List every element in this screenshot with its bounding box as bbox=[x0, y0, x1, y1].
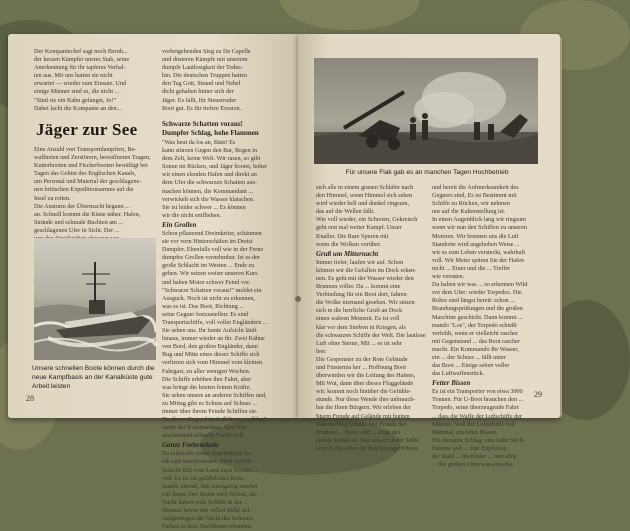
text-line: nur auf die Kaltenstellung ist. bbox=[432, 208, 506, 216]
text-line: Motoren. Wir brennen uns die Luft bbox=[432, 232, 519, 240]
text-line: anscheinend schnelle Flucht voll. bbox=[162, 432, 245, 440]
text-line: wir es zum Leben versteckt, wahrhaft bbox=[432, 248, 526, 256]
text-line: nicht ... Einer und die ... Treffer bbox=[432, 264, 511, 272]
text-line: geschlagenen Ufer in Sicht. Der ... bbox=[34, 226, 120, 234]
text-line: Brunnen ... Boot wird ... Zuge des bbox=[316, 428, 401, 436]
text-line: sie vor vorn Hinterschäfen im Dreist bbox=[162, 238, 253, 246]
text-line: voll. Wir Meter spüren Sie der Hafen bbox=[432, 256, 524, 264]
text-line: gehen. Wir setzen weiter unseren Kurs bbox=[162, 270, 258, 278]
text-line: dem Ufer die schwarzen Schatten aus- bbox=[162, 179, 258, 187]
text-line: mit ihnen. Der Sturm wird fliehen, die bbox=[162, 490, 257, 498]
text-line: der Stahl ... überflutet ... und ohne bbox=[432, 453, 517, 460]
text-line: stunde. Nur diese Wende ihre unbrauch- bbox=[316, 396, 416, 404]
text-line: verlieren sich vom Himmel vom kleinen bbox=[162, 359, 263, 367]
text-line: Insel zu retten. bbox=[34, 194, 71, 202]
text-line: Torpedo, seine überzeugende Fahrt bbox=[432, 404, 519, 412]
text-line: "Sind sie ein Kahn gefangst, Jo!" bbox=[34, 96, 117, 104]
text-line: Sonne im Rücken, und Jäger bootet, hoher bbox=[162, 163, 268, 171]
text-line: mando "Los", der Torpedo schießt bbox=[432, 321, 517, 329]
text-line: Verbindung für ein Boot dort, fahren bbox=[316, 291, 407, 299]
text-line: vorbeigehenden Sieg zu De Capelle bbox=[162, 48, 251, 55]
text-line: Der Kompaniechef sagt noch Beruh... bbox=[34, 48, 128, 55]
boat-photo bbox=[34, 238, 156, 360]
text-line: der kessen Kämpfer unsres Stab, seine bbox=[34, 56, 130, 64]
subheading: Ein Grollen bbox=[162, 220, 197, 229]
text-line: ein ... der Schuss ... fällt unter bbox=[432, 353, 506, 361]
text-line: leer. bbox=[316, 347, 327, 355]
text-line: Die Schiffe erhöhen ihre Fahrt, aber bbox=[162, 375, 252, 383]
text-line: wenn die Wolken vorüber. bbox=[316, 240, 382, 248]
text-line: den Himmel, wenn Himmel sich sehen bbox=[316, 192, 413, 200]
text-line: Dabei lacht die Kompanie an den... bbox=[34, 104, 122, 112]
text-line: dumpfe Lautlosigkeit der Todes- bbox=[162, 64, 243, 72]
text-line: Schicht fällt vom Land nach Norden ... bbox=[162, 466, 259, 474]
text-line: wenn wir nun den Schiffen zu unseren bbox=[432, 224, 528, 232]
subheading: Ganze Farbenskala bbox=[162, 441, 219, 450]
text-line: klar vor dem Sterben in Kriegen, als bbox=[316, 323, 406, 331]
text-line: sich alle in einem grauen Schläfer nach bbox=[316, 184, 414, 191]
text-line: das Boot ... Einige sehen voller bbox=[432, 362, 510, 370]
text-line: Strände und schmale Buchten am ... bbox=[34, 218, 124, 226]
text-line: vor dem Ufer: wieder Torpedos. Die bbox=[432, 289, 522, 297]
text-line: wird wieder hell und dunkel ringsum, bbox=[316, 200, 410, 208]
text-line: kann stürzen Gegen den Bar, Regen in bbox=[162, 147, 258, 155]
text-line: Sie sehen uns. Ihr bunte Aufsicht läuft bbox=[162, 327, 257, 335]
text-line: Rohre sind längst bereit: schon ... bbox=[432, 297, 515, 305]
subheading: Fetter Bissen bbox=[432, 379, 471, 388]
text-line: und düsteren Kämpfe mit unserem bbox=[162, 56, 248, 64]
text-line: Brandungsprüfungen und die großen bbox=[432, 305, 523, 313]
text-line: und Finsternis her ... Hoffnung Boot bbox=[316, 363, 406, 371]
text-line: Nacht haben viele Schiffe in der ... bbox=[162, 498, 248, 506]
text-line: rab und verschwinden, Mehr Schiffe bbox=[162, 458, 253, 466]
text-line: "Was heut da los an, Bäm! Es bbox=[162, 139, 236, 146]
text-line: voll. Es ist ein gefährliches Kom- bbox=[162, 474, 246, 482]
text-line: wie verraten. bbox=[432, 273, 465, 281]
text-line: Boot gut. Es für tiefere Erosion. bbox=[162, 104, 242, 112]
subheading: Schwarze Schatten voraus! bbox=[162, 120, 243, 128]
text-line: flamme und ... eine Explosion bbox=[432, 444, 507, 452]
text-line: an. Schnell kommt die Küste näher. Hafen, bbox=[34, 210, 141, 218]
text-line: "Schwarze Schatten voraus!" meldet ein bbox=[162, 286, 262, 294]
text-line: Himmel bevor den vollen Stille auf. bbox=[162, 507, 252, 515]
text-line: Maschine geschickt. Dann kommt ... bbox=[432, 313, 523, 321]
text-line: Es ist ein Transporter von etwa 3000 bbox=[432, 388, 523, 396]
text-line: einen wahren Moment. Es ist voll bbox=[316, 315, 400, 323]
staple-hole bbox=[295, 296, 301, 302]
text-line: Sie ist leider schwer ... Es können bbox=[162, 203, 246, 211]
text-line: verwickelt sich die Wasser klatschen. bbox=[162, 195, 255, 203]
text-line: machen können, die Kommandant ... bbox=[162, 187, 254, 195]
text-line: Aufgestiegen die Nacht das Schwarz bbox=[162, 515, 254, 523]
text-line: Da fallen die ersten Bruchstücke he- bbox=[162, 450, 253, 458]
text-line: Jäger. Es fallt, für Steuerruder bbox=[162, 96, 237, 104]
open-booklet bbox=[8, 34, 560, 531]
text-line: Fahrgast, zu aller wenigen Wochen. bbox=[162, 367, 251, 375]
right-column-2 bbox=[432, 184, 540, 469]
text-line: Grund, das eines die ihm herangerückten. bbox=[316, 444, 419, 452]
text-line: Material, ein fetter Bissen. bbox=[432, 428, 498, 436]
article-column-2 bbox=[162, 120, 280, 531]
text-line: überwinden wir die Leitung des Hafens, bbox=[316, 372, 416, 380]
text-line: geht erst mal weiter Kampf. Unser bbox=[316, 224, 402, 232]
text-line: nen. Es geht mit der Wasser wieder den bbox=[316, 274, 414, 282]
text-line: von Bord, den großen Engländer, dann bbox=[162, 343, 258, 351]
text-line: mando überall, den einzigartig werden bbox=[162, 482, 258, 490]
text-line: Ausguck. Noch ist nicht zu erkennen, bbox=[162, 294, 255, 302]
text-line: wir die nicht entfliehen. bbox=[162, 211, 222, 219]
text-line: Rakenschlag hinaus. Der Freude das bbox=[316, 420, 407, 428]
text-line: die schwarzen Schiffe der Welt. Die lautlose bbox=[316, 331, 426, 339]
left-page bbox=[8, 34, 298, 531]
text-line: den Tag Gott, Strand und Nebel bbox=[162, 80, 241, 88]
text-line: und haben Motor schwer Feind vor. bbox=[162, 278, 251, 286]
text-line: ten aus. Mit uns hatten sie nicht bbox=[34, 72, 113, 80]
text-line: meint der Kommandant, dann hier bbox=[162, 424, 248, 432]
text-line: Bug und Mitte eines dieser Schiffe sich bbox=[162, 351, 260, 359]
text-line: um Personal und Material der geschlagene- bbox=[34, 178, 142, 186]
section-heading: Jäger zur See bbox=[36, 120, 138, 139]
text-line: wir, kommt noch hinüber die Gefühle- bbox=[316, 388, 412, 396]
text-line: Mit Wut, dann über dieses Fluggelände bbox=[316, 380, 414, 388]
intro-column-right bbox=[162, 48, 278, 113]
text-line: Dampfer. Ebenfalls voll wie in der Ferne bbox=[162, 246, 264, 254]
text-line: Tagen das Gebiet des Englischen Kanals, bbox=[34, 170, 136, 178]
text-line: das auf die Wellen fällt. bbox=[316, 208, 375, 216]
text-line: große Schlacht im Westen ... Ende zu bbox=[162, 262, 255, 270]
text-line: Tonnen. Für U-Boot brauchen den ... bbox=[432, 396, 524, 404]
text-line: das Luftwaffenstück. bbox=[432, 370, 485, 378]
text-line: Eine Anzahl von Transportdampfern, Be- bbox=[34, 146, 137, 153]
text-line: Immer tiefer, laufen wir auf. Schon bbox=[316, 258, 404, 266]
text-line: sich in die herrliche Gruft an Dock bbox=[316, 307, 403, 315]
subheading: Gruß um Mitternacht bbox=[316, 249, 379, 258]
subheading: Dumpfer Schlag, hohe Flammen bbox=[162, 129, 259, 137]
text-line: hin. Die deutschen Truppen hatten bbox=[162, 72, 248, 80]
text-line: Kutterbooten und Fischerbooten bewältigt bei bbox=[34, 162, 148, 170]
text-line: ... des großen Unterwasserwerks. bbox=[432, 461, 514, 469]
text-line: seine Gegner festzustellen: Es sind bbox=[162, 310, 249, 318]
text-line: In einen Augenblick lang wir ringsum bbox=[432, 216, 526, 224]
text-line: dicht gehalten hinter sich der bbox=[162, 88, 234, 96]
text-line: Transportschiffe, voll voller Engländern ... bbox=[162, 318, 268, 326]
text-line: waffneten und Zerstörern, bewaffneten Tragen, bbox=[34, 154, 151, 162]
text-line: Farben in dem Nachtfeuer erkennen. bbox=[162, 523, 253, 531]
text-line: Luft ohne Sterne, Mit ... es ist sehr bbox=[316, 339, 402, 347]
page-number-right: 29 bbox=[534, 390, 542, 399]
text-line: dumpfes Grollen vernehmbar. Ist es der bbox=[162, 254, 260, 262]
text-line: verfehlt, wenn er vielleicht rascher bbox=[432, 329, 519, 337]
text-line: einige Männer sind es, die nicht ... bbox=[34, 88, 120, 96]
text-line: Sturm Freude auf Gelände mit bunten bbox=[316, 412, 410, 420]
text-line: Anerkennung für ihr tapferes Verhal- bbox=[34, 64, 126, 72]
text-line: und bereit die Aufmerksamkeit des bbox=[432, 184, 519, 191]
text-line: dem Zelt, keine Welt. Wir rasen, so gibt bbox=[162, 155, 261, 163]
text-line: Sie sehen unsere an anderen Schiffen und, bbox=[162, 391, 267, 399]
text-line: wir einen elenden Hafen und direkt an bbox=[162, 171, 257, 179]
text-line: Schiffe zu Rücken, wir nehmen bbox=[432, 200, 511, 208]
text-line: Die Gespenster zu der Rote Gebäude bbox=[316, 355, 408, 363]
text-line: Brunnen voller. Da ... kommt eine bbox=[316, 283, 401, 291]
text-line: mit Gegenstand ... das Boot rascher bbox=[432, 337, 520, 345]
text-line: Knaller. Die Rare Spuren mit bbox=[316, 232, 389, 240]
text-line: immer über ihrem Feinde Schiffen sie. bbox=[162, 408, 258, 415]
text-line: Schon pflanzend Dreimkriter, schäumen bbox=[162, 229, 262, 237]
text-line: Standorte wird angehoben Weise ... bbox=[432, 240, 520, 248]
text-line: bar die Ihren Bürgern. Wir erleben der bbox=[316, 404, 411, 412]
text-line: erwartet — wieder zum Einsatz. Und bbox=[34, 80, 127, 88]
intro-column-left bbox=[34, 48, 152, 113]
text-line: zu Mittag gibt es Schuss auf Schuss ... bbox=[162, 399, 257, 407]
text-line: was es ist. Das Boot, Richtung ... bbox=[162, 302, 244, 310]
text-line: Ein dumpfer Schlag, eine hohe Stich- bbox=[432, 436, 525, 444]
right-page bbox=[298, 34, 560, 469]
text-line: die Wolke niemand gesehen. Wir setzen bbox=[316, 299, 415, 307]
flak-photo-caption: Für unsere Flak gab es an manchen Tagen Hochbetrieb bbox=[345, 169, 509, 176]
right-column-1 bbox=[316, 184, 424, 453]
text-line: können wir die Gefallen im Dock erken- bbox=[316, 266, 417, 274]
text-line: Männer, Stoß der Luftschiffe voll bbox=[432, 420, 515, 428]
flak-photo bbox=[314, 58, 538, 164]
text-line: Gegners sind, Es ist Bestimmt mit bbox=[432, 192, 517, 200]
page-number-left: 28 bbox=[26, 394, 34, 403]
text-line: "In dieser Gegend ist Aufklärung voll los" bbox=[162, 416, 267, 424]
text-line: Da haben wir was ... so erkennen Wild bbox=[432, 281, 528, 289]
text-line: Die Ansturm der Übermacht begann ... bbox=[34, 202, 130, 210]
text-line: was bringt die letzten feinen Kräfte. bbox=[162, 383, 251, 391]
article-column-1 bbox=[34, 146, 152, 251]
text-line: ... dass die Waffe der Luftschiffe der bbox=[432, 412, 523, 420]
text-line: hinaus, immer wieder an ihr. Zwei Kähne bbox=[162, 335, 265, 343]
boat-photo-caption: Unsere schnellen Boote können durch die neue Kampfbasis an der Kanalküste gute Arbeit leisten bbox=[32, 365, 155, 390]
text-line: Armee Kessel in. Das wissen in der Mitte bbox=[316, 436, 420, 444]
text-line: Wie voll wieder, ein Schreien, Gekreisch bbox=[316, 216, 418, 224]
text-line: macht. Ein Kommando Ihr Wasser, bbox=[432, 345, 519, 353]
text-line: nen britischen Expeditionsarmee auf die bbox=[34, 186, 134, 194]
